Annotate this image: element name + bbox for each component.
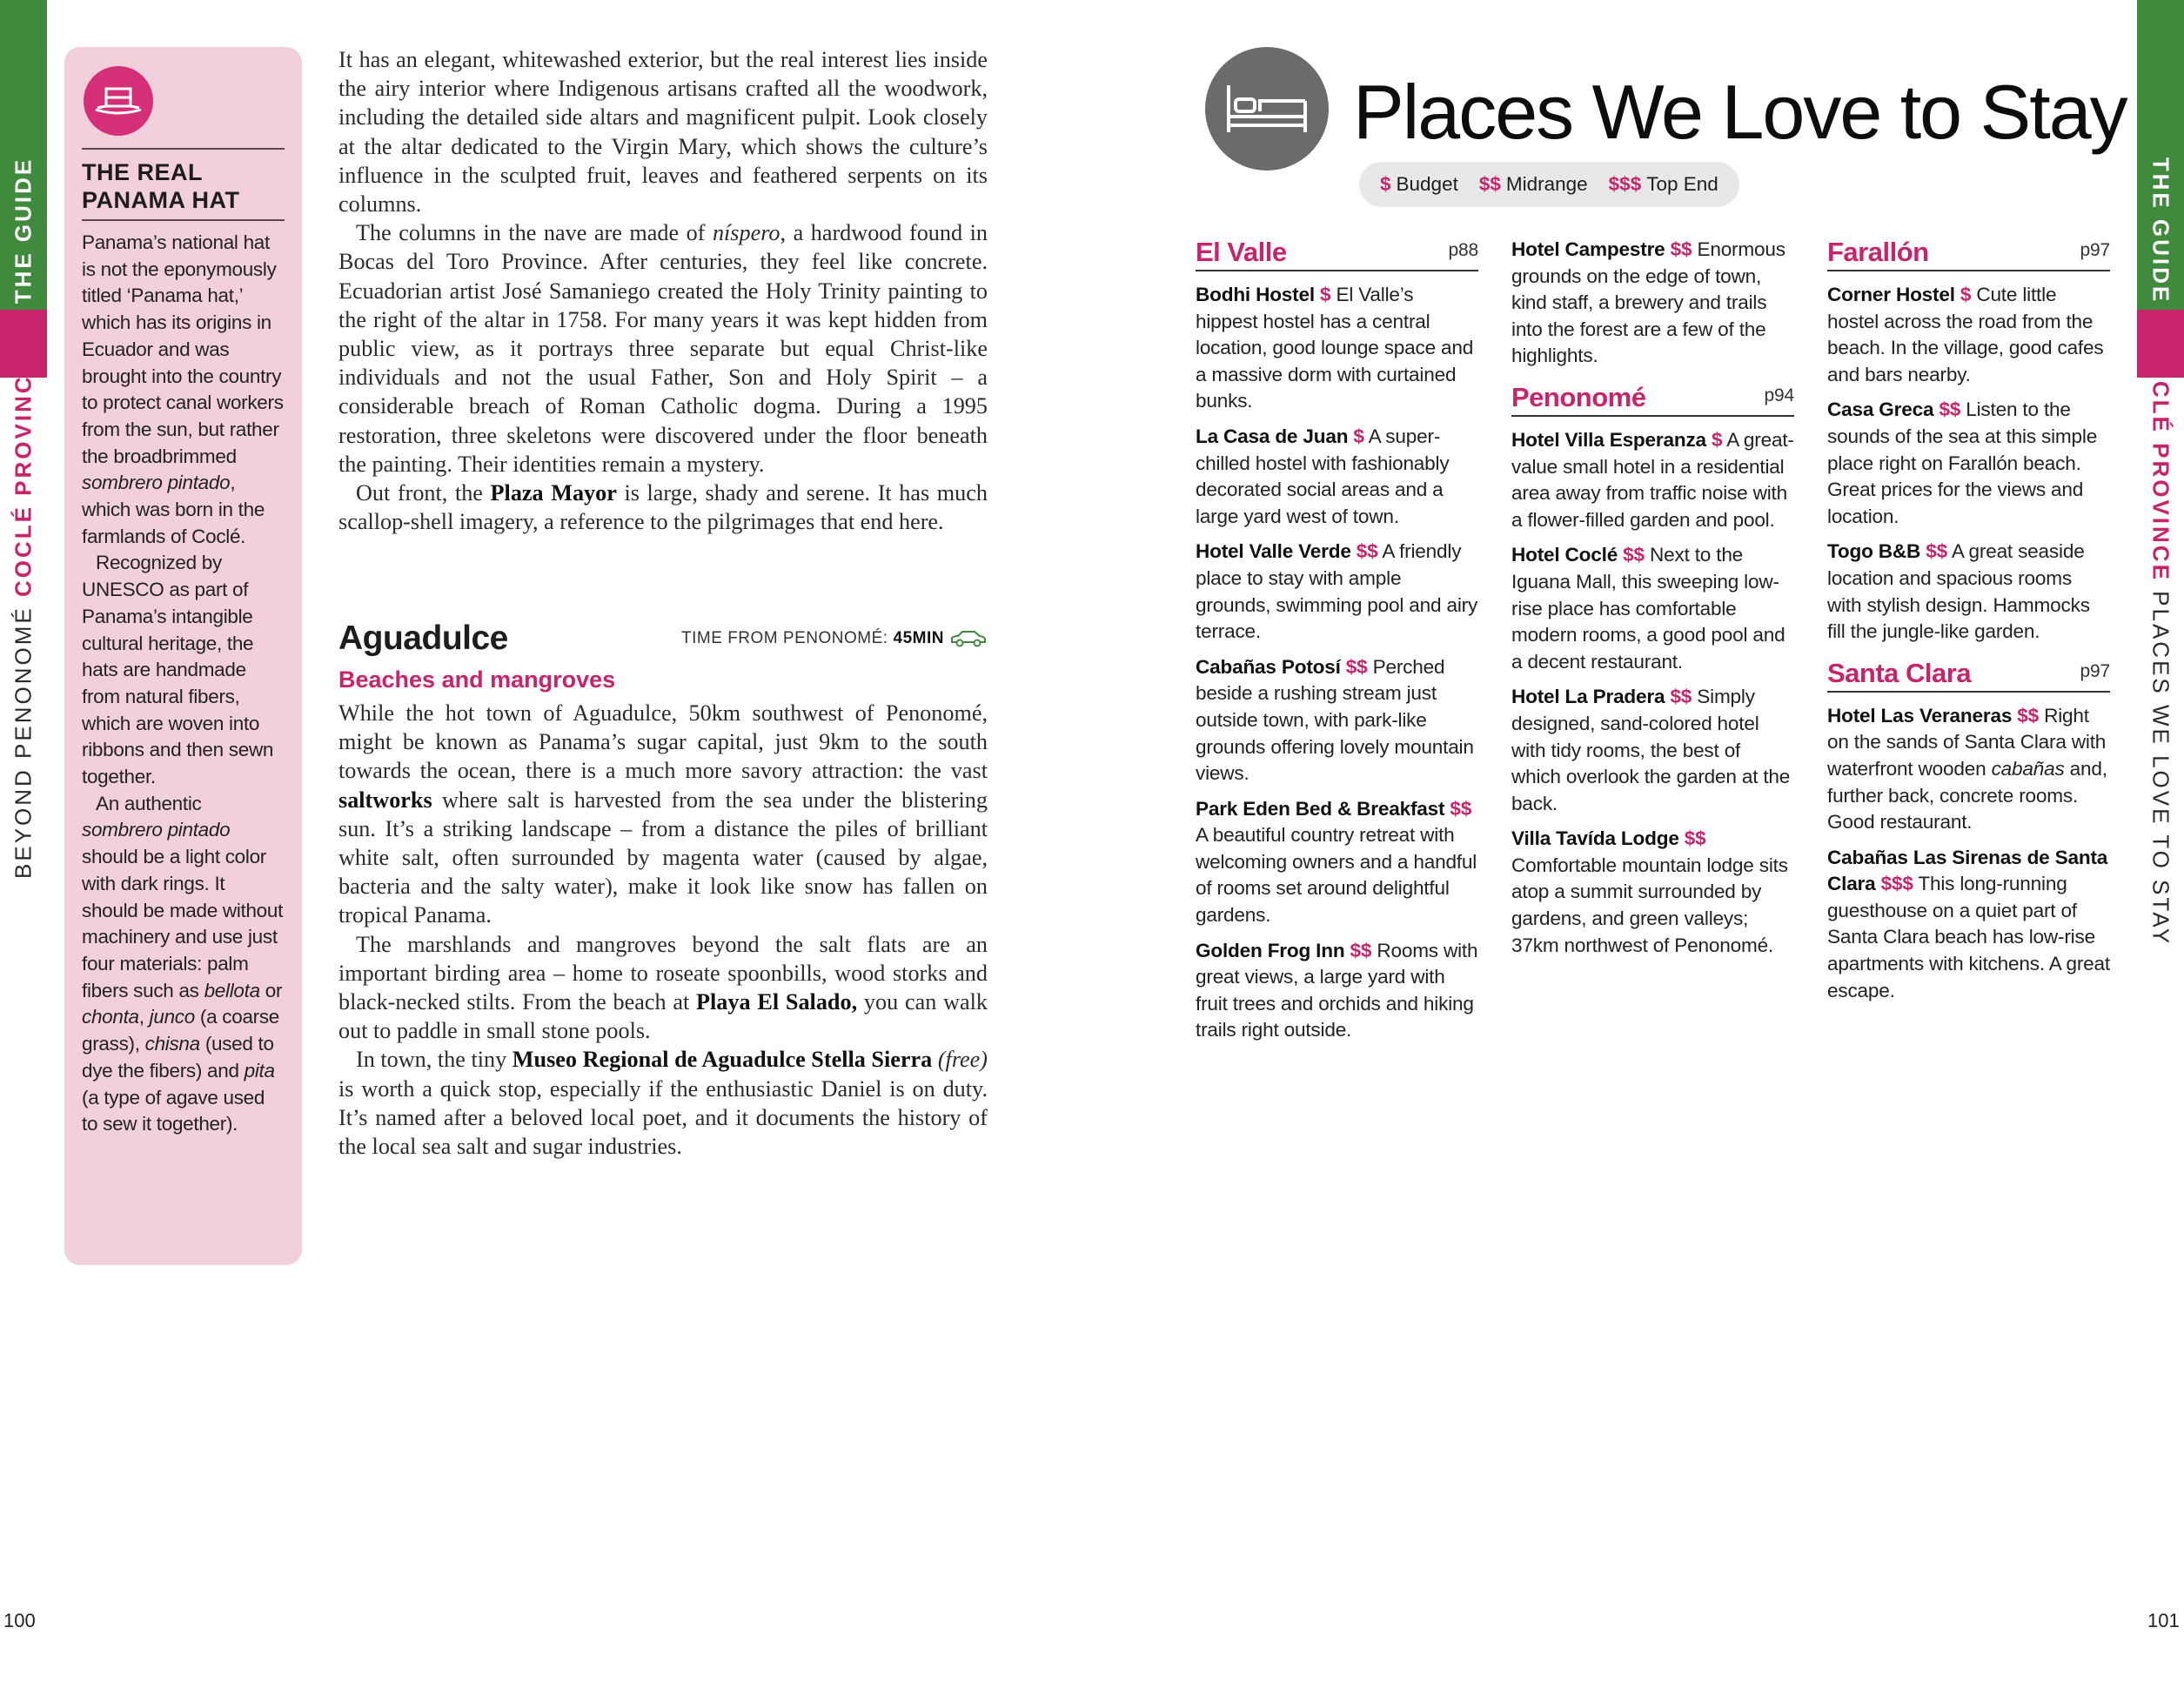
list-item: Park Eden Bed & Breakfast $$ A beautiful country retreat with welcoming owners and a handful of rooms set around delightful gardens. [1196,797,1477,927]
intro-para-1: It has an elegant, whitewashed exterior, but the real interest lies inside the airy interior where Indigenous artisans crafted all the woodwork, including the detailed side altars and magnificent pulpit. Look closely at the altar dedicated to the Virgin Mary, which shows the culture’s influence in the sculpted fruit, leaves and feathered serpents on its columns. [338,47,988,218]
places-title: Places We Love to Stay [1353,69,2127,155]
list-item: Casa Greca $$ Listen to the sounds of the sea at this simple place right on Farallón beach. Great prices for the views and location. [1827,398,2098,527]
bed-icon [1205,47,1329,171]
sidebar-rule-bottom [82,219,285,221]
page-number-left: 100 [3,1610,36,1631]
legend-top-end: $$$ Top End [1608,173,1718,195]
list-item: Cabañas Potosí $$ Perched beside a rushing stream just outside town, with park-like grounds offering lovely mountain views. [1196,655,1474,785]
section-el-valle: El Valle p88 [1196,237,1478,271]
legend-budget: $ Budget [1380,173,1458,195]
aguadulce-title: Aguadulce [338,619,508,657]
aguadulce-para-3: In town, the tiny Museo Regional de Aguadulce Stella Sierra (free) is worth a quick stop, especially if the enthusiastic Daniel is on duty. It’s named after a beloved local poet, and it documents the history of the local sea salt and sugar industries. [338,1047,988,1160]
list-item: Corner Hostel $ Cute little hostel across the road from the beach. In the village, good cafes and bars nearby. [1827,284,2104,385]
list-item: La Casa de Juan $ A super-chilled hostel with fashionably decorated social areas and a large yard west of town. [1196,425,1450,527]
section-farallon: Farallón p97 [1827,237,2110,271]
sidebar-title: THE REAL PANAMA HAT [82,159,240,213]
intro-para-2: The columns in the nave are made of níspero, a hardwood found in Bocas del Toro Province. After centuries, they feel like concrete. Ecuadorian artist José Samaniego created the Holy Trinity painting to the right of the altar in 1758. For many years it was kept hidden from public view, as it portrays three separate but equal Christ-like individuals and not the usual Father, Son and Holy Spirit – a considerable breach of Roman Catholic dogma. During a 1995 restoration, three skeletons were discovered under the floor beneath the painting. Their identities remain a mystery. [338,220,988,477]
section-santa-clara: Santa Clara p97 [1827,658,2110,693]
section-penonome: Penonomé p94 [1511,382,1794,417]
aguadulce-header [338,619,988,658]
hat-icon [84,66,153,136]
left-breadcrumb: BEYOND PENONOMÉ COCLÉ PROVINCE [10,357,37,879]
right-tab-label: THE GUIDE [2147,157,2174,305]
sidebar-body: Panama’s national hat is not the eponymously titled ‘Panama hat,’ which has its origins in Ecuador and was brought into the country to protect canal workers from the sun, but rather the broadbrimmed sombrero pintado, which was born in the farmlands of Coclé. Recognized by UNESCO as part of Panama’s intangible cultural heritage, the hats are handmade from natural fibers, which are woven into ribbons and then sewn together. An authentic sombrero pintado should be a light color with dark rings. It should be made without machinery and use just four materials: palm fibers such as bellota or chonta, junco (a coarse grass), chisna (used to dye the fibers) and pita (a type of agave used to sew it together). [82,231,284,1135]
aguadulce-para-2: The marshlands and mangroves beyond the salt flats are an important birding area – home to roseate spoonbills, wood storks and black-necked stilts. From the beach at Playa El Salado, you can walk out to paddle in small stone pools. [338,931,988,1044]
list-item: Bodhi Hostel $ El Valle’s hippest hostel has a central location, good lounge space and a massive dorm with curtained bunks. [1196,284,1474,412]
intro-para-3: Out front, the Plaza Mayor is large, shady and serene. It has much scallop-shell imagery, a reference to the pilgrimages that end here. [338,480,988,535]
car-icon [949,629,988,648]
list-item: Hotel Coclé $$ Next to the Iguana Mall, this sweeping low-rise place has comfortable modern rooms, a good pool and a decent restaurant. [1511,544,1785,673]
list-item: Cabañas Las Sirenas de Santa Clara $$$ This long-running guesthouse on a quiet part of Santa Clara beach has low-rise apartments with kitchens. A great escape. [1827,846,2110,1001]
list-item: Hotel Villa Esperanza $ A great-value small hotel in a residential area away from traffic noise with a flower-filled garden and pool. [1511,428,1794,531]
left-tab-label: THE GUIDE [10,157,37,305]
price-legend [1359,162,1739,207]
travel-time: TIME FROM PENONOMÉ: 45MIN [681,629,988,648]
column-farallon-santa-clara [1827,237,2110,1013]
sidebar-rule-top [82,148,285,150]
list-item: Hotel La Pradera $$ Simply designed, sand-colored hotel with tidy rooms, the best of which overlook the garden at the back. [1511,686,1791,814]
list-item: Villa Tavída Lodge $$ Comfortable mountain lodge sits atop a summit surrounded by gardens, and green valleys; 37km northwest of Penonomé. [1511,827,1788,956]
aguadulce-subtitle: Beaches and mangroves [338,666,616,693]
list-item: Togo B&B $$ A great seaside location and spacious rooms with stylish design. Hammocks fill the jungle-like garden. [1827,540,2090,643]
list-item: Golden Frog Inn $$ Rooms with great views, a large yard with fruit trees and orchids and hiking trails right outside. [1196,939,1478,1041]
page-number-right: 101 [2147,1610,2180,1631]
right-breadcrumb: COCLÉ PROVINCE PLACES WE LOVE TO STAY [2147,341,2174,947]
aguadulce-para-1: While the hot town of Aguadulce, 50km southwest of Penonomé, might be known as Panama’s sugar capital, just 9km to the south towards the ocean, there is a much more savory attraction: the vast saltworks where salt is harvested from the sea under the blistering sun. It’s a striking landscape – from a distance the piles of brilliant white salt, often surrounded by magenta water (caused by algae, bacteria and the salty water), make it look like snow has fallen on tropical Panama. [338,700,988,928]
legend-midrange: $$ Midrange [1478,173,1588,195]
list-item: Hotel Las Veraneras $$ Right on the sands of Santa Clara with waterfront wooden cabañas and, further back, concrete rooms. Good restaurant. [1827,704,2107,834]
column-penonome [1511,237,1794,968]
aguadulce-text [338,699,988,1161]
sidebar-box [64,47,302,1265]
intro-text [338,45,988,536]
column-el-valle [1196,237,1478,1053]
list-item: Hotel Campestre $$ Enormous grounds on the edge of town, kind staff, a brewery and trails into the forest are a few of the highlights. [1511,238,1785,367]
list-item: Hotel Valle Verde $$ A friendly place to stay with ample grounds, swimming pool and airy terrace. [1196,540,1478,643]
